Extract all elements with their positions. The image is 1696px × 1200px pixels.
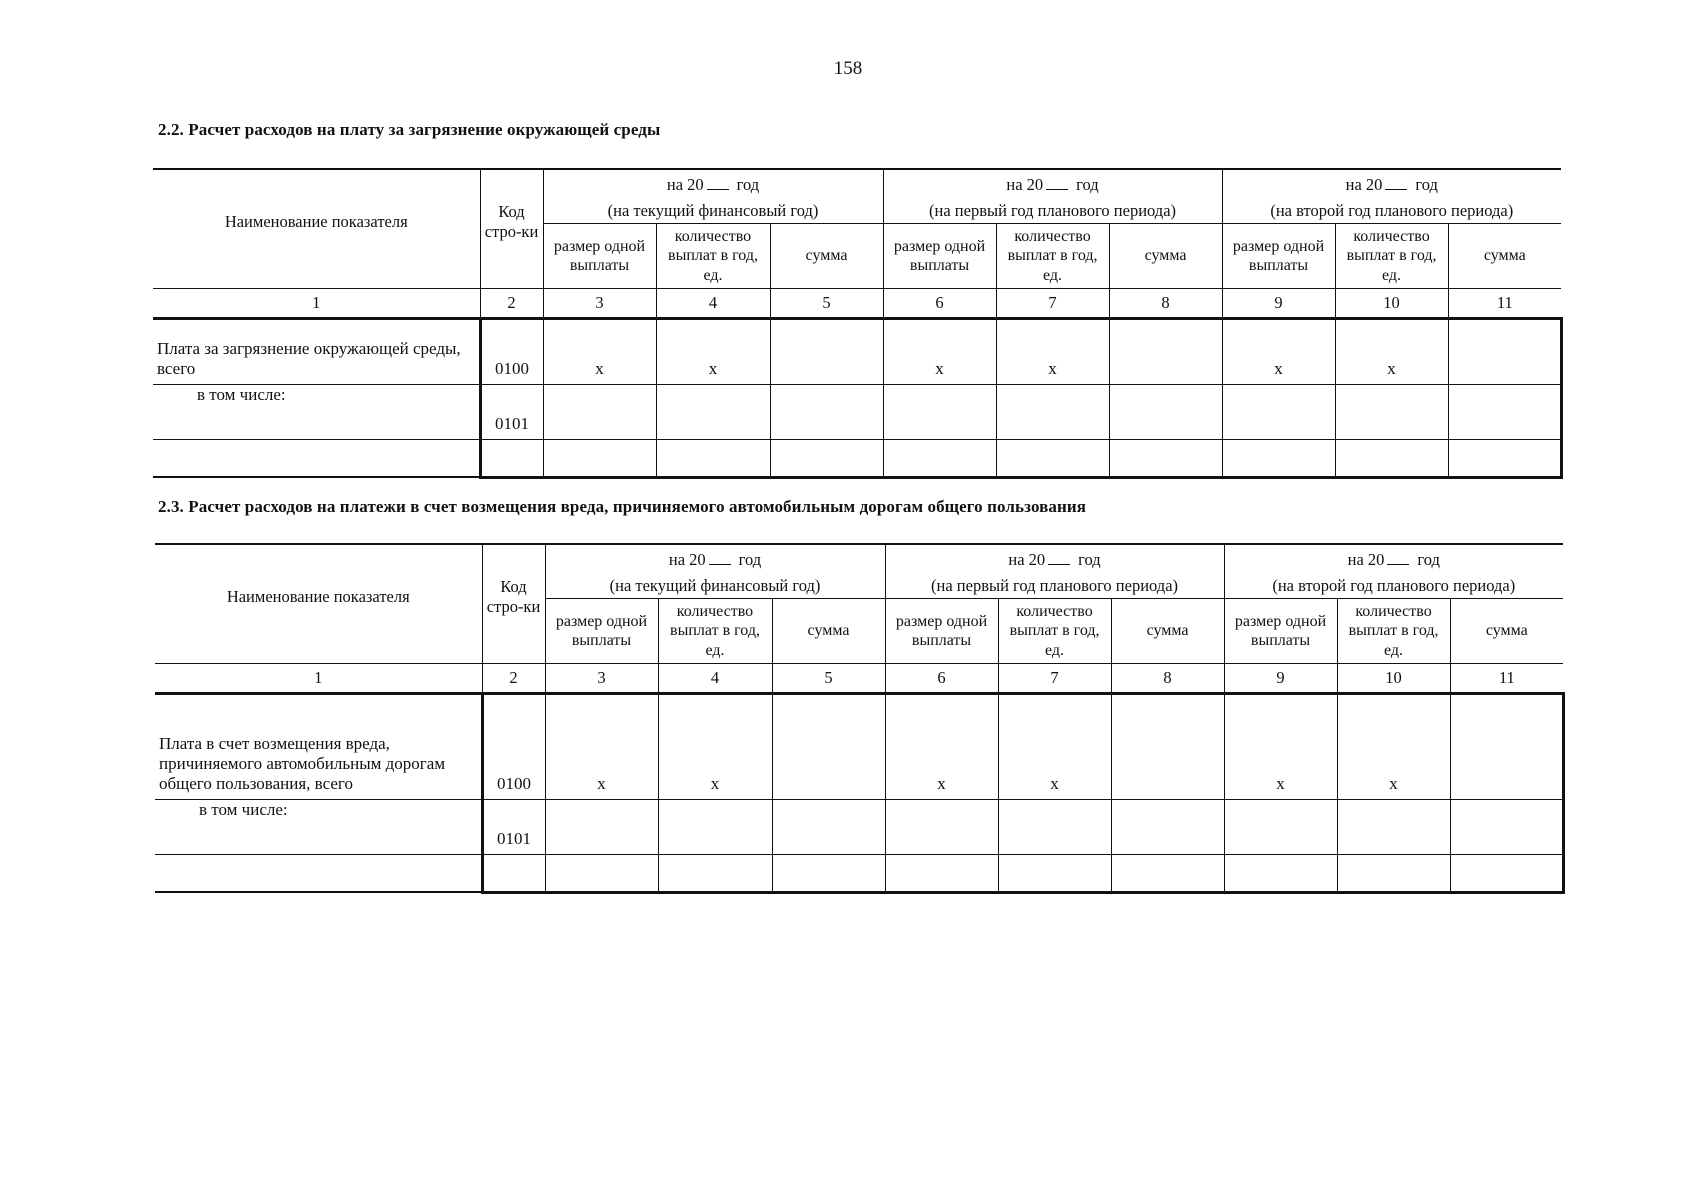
empty-code-cell[interactable]: [480, 439, 543, 477]
row-label-total: Плата за загрязнение окружающей среды, всего: [153, 318, 480, 384]
value-cell[interactable]: [1111, 854, 1224, 892]
cross-mark: x: [1222, 318, 1335, 384]
header-sum: сумма: [770, 224, 883, 289]
cross-mark: x: [883, 318, 996, 384]
value-cell[interactable]: [770, 318, 883, 384]
row-label-total: Плата в счет возмещения вреда, причиняемого автомобильным дорогам общего пользования, всего: [155, 693, 482, 799]
header-qty: количество выплат в год, ед.: [998, 599, 1111, 664]
header-size: размер одной выплаты: [543, 224, 656, 289]
section-22-table: [153, 168, 1541, 479]
header-qty: количество выплат в год, ед.: [656, 224, 770, 289]
cross-mark: x: [996, 318, 1109, 384]
value-cell[interactable]: [883, 384, 996, 439]
header-qty: количество выплат в год, ед.: [996, 224, 1109, 289]
value-cell[interactable]: [1450, 693, 1563, 799]
cross-mark: x: [545, 693, 658, 799]
column-number: 6: [883, 288, 996, 318]
value-cell[interactable]: [1448, 318, 1561, 384]
column-number: 7: [996, 288, 1109, 318]
header-name-col: Наименование показателя: [153, 169, 480, 288]
column-number: 6: [885, 663, 998, 693]
value-cell[interactable]: [1450, 799, 1563, 854]
value-cell[interactable]: [885, 799, 998, 854]
header-size: размер одной выплаты: [1224, 599, 1337, 664]
cross-mark: x: [1337, 693, 1450, 799]
header-period-current: на 20 год (на текущий финансовый год): [545, 544, 885, 599]
header-size: размер одной выплаты: [883, 224, 996, 289]
header-sum: сумма: [1109, 224, 1222, 289]
value-cell[interactable]: [772, 854, 885, 892]
value-cell[interactable]: [1335, 384, 1448, 439]
row-label-including: в том числе:: [153, 384, 480, 439]
header-name-col: Наименование показателя: [155, 544, 482, 663]
empty-label-cell: [155, 854, 482, 892]
column-number: 8: [1109, 288, 1222, 318]
value-cell[interactable]: [545, 854, 658, 892]
header-period-second: на 20 год (на второй год планового периода): [1222, 169, 1561, 224]
value-cell[interactable]: [543, 439, 656, 477]
header-period-first: на 20 год (на первый год планового периода): [885, 544, 1224, 599]
header-sum: сумма: [1448, 224, 1561, 289]
value-cell[interactable]: [998, 799, 1111, 854]
column-number: 4: [658, 663, 772, 693]
header-size: размер одной выплаты: [1222, 224, 1335, 289]
cross-mark: x: [656, 318, 770, 384]
header-sum: сумма: [1111, 599, 1224, 664]
value-cell[interactable]: [1111, 693, 1224, 799]
value-cell[interactable]: [996, 384, 1109, 439]
row-code: 0100: [480, 318, 543, 384]
value-cell[interactable]: [772, 693, 885, 799]
value-cell[interactable]: [1222, 384, 1335, 439]
value-cell[interactable]: [1448, 439, 1561, 477]
row-label-including: в том числе:: [155, 799, 482, 854]
value-cell[interactable]: [996, 439, 1109, 477]
header-period-first: на 20 год (на первый год планового периода): [883, 169, 1222, 224]
value-cell[interactable]: [1224, 799, 1337, 854]
column-number: 5: [772, 663, 885, 693]
section-23-table: [155, 543, 1543, 894]
value-cell[interactable]: [1224, 854, 1337, 892]
column-number: 1: [153, 288, 480, 318]
value-cell[interactable]: [1335, 439, 1448, 477]
column-number: 9: [1222, 288, 1335, 318]
value-cell[interactable]: [1448, 384, 1561, 439]
section-23-title: 2.3. Расчет расходов на платежи в счет возмещения вреда, причиняемого автомобильным дорогам общего пользования: [158, 497, 1087, 516]
value-cell[interactable]: [656, 384, 770, 439]
header-code-col: Код стро-ки: [480, 169, 543, 288]
value-cell[interactable]: [883, 439, 996, 477]
value-cell[interactable]: [1222, 439, 1335, 477]
value-cell[interactable]: [772, 799, 885, 854]
value-cell[interactable]: [998, 854, 1111, 892]
header-sum: сумма: [1450, 599, 1563, 664]
value-cell[interactable]: [1109, 318, 1222, 384]
column-number: 11: [1448, 288, 1561, 318]
column-number: 11: [1450, 663, 1563, 693]
column-number: 10: [1337, 663, 1450, 693]
value-cell[interactable]: [1109, 384, 1222, 439]
value-cell[interactable]: [545, 799, 658, 854]
header-qty: количество выплат в год, ед.: [1337, 599, 1450, 664]
cross-mark: x: [998, 693, 1111, 799]
header-sum: сумма: [772, 599, 885, 664]
header-size: размер одной выплаты: [545, 599, 658, 664]
header-qty: количество выплат в год, ед.: [658, 599, 772, 664]
header-code-col: Код стро-ки: [482, 544, 545, 663]
header-size: размер одной выплаты: [885, 599, 998, 664]
column-number: 3: [545, 663, 658, 693]
row-code: 0101: [482, 799, 545, 854]
page-number: 158: [833, 58, 863, 79]
value-cell[interactable]: [1337, 854, 1450, 892]
value-cell[interactable]: [1337, 799, 1450, 854]
cross-mark: x: [1335, 318, 1448, 384]
value-cell[interactable]: [658, 799, 772, 854]
column-number: 5: [770, 288, 883, 318]
cross-mark: x: [1224, 693, 1337, 799]
cross-mark: x: [885, 693, 998, 799]
value-cell[interactable]: [1450, 854, 1563, 892]
column-number: 9: [1224, 663, 1337, 693]
header-qty: количество выплат в год, ед.: [1335, 224, 1448, 289]
empty-code-cell[interactable]: [482, 854, 545, 892]
value-cell[interactable]: [1111, 799, 1224, 854]
column-number: 3: [543, 288, 656, 318]
column-number: 7: [998, 663, 1111, 693]
value-cell[interactable]: [656, 439, 770, 477]
empty-label-cell: [153, 439, 480, 477]
header-period-current: на 20 год (на текущий финансовый год): [543, 169, 883, 224]
column-number: 4: [656, 288, 770, 318]
section-22-title: 2.2. Расчет расходов на плату за загрязнение окружающей среды: [158, 120, 661, 139]
row-code: 0100: [482, 693, 545, 799]
value-cell[interactable]: [885, 854, 998, 892]
column-number: 2: [482, 663, 545, 693]
column-number: 2: [480, 288, 543, 318]
cross-mark: x: [658, 693, 772, 799]
row-code: 0101: [480, 384, 543, 439]
cross-mark: x: [543, 318, 656, 384]
value-cell[interactable]: [770, 439, 883, 477]
header-period-second: на 20 год (на второй год планового периода): [1224, 544, 1563, 599]
value-cell[interactable]: [543, 384, 656, 439]
value-cell[interactable]: [1109, 439, 1222, 477]
value-cell[interactable]: [770, 384, 883, 439]
value-cell[interactable]: [658, 854, 772, 892]
column-number: 1: [155, 663, 482, 693]
column-number: 10: [1335, 288, 1448, 318]
column-number: 8: [1111, 663, 1224, 693]
